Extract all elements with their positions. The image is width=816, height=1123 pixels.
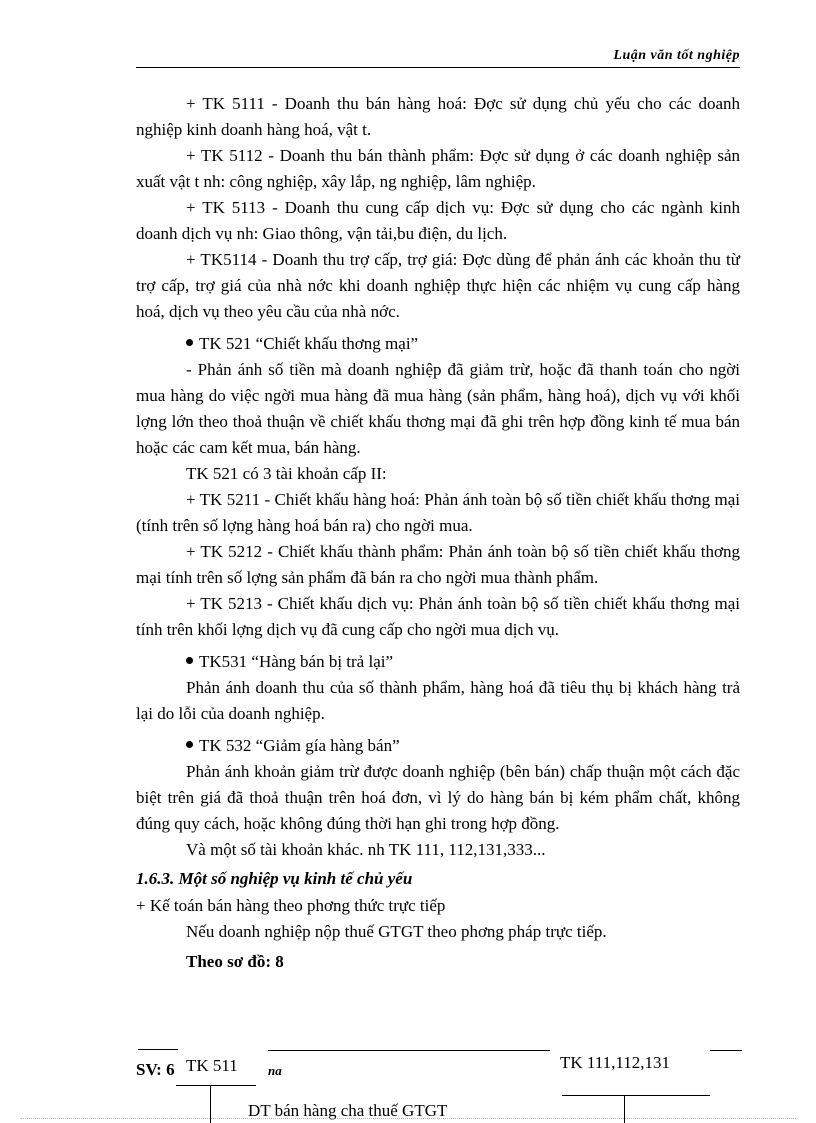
diagram-line [138,1049,178,1050]
paragraph-tk5213: + TK 5213 - Chiết khấu dịch vụ: Phản ánh toàn bộ số tiền chiết khấu thơng mại tính trên khối lợng dịch vụ đã cung cấp cho ngời mua dịch vụ. [136,594,740,639]
bullet-tk531-text: TK531 “Hàng bán bị trả lại” [199,652,394,671]
page-bottom-rule [20,1118,796,1119]
bullet-tk532-text: TK 532 “Giảm gía hàng bán” [199,736,400,755]
diagram-title: Theo sơ đồ: 8 [186,952,284,971]
diagram-tk111-label: TK 111,112,131 [560,1053,671,1072]
bullet-tk531 [136,649,740,675]
paragraph-tk5212: + TK 5212 - Chiết khấu thành phẩm: Phản ánh toàn bộ số tiền chiết khấu thơng mại tính trên số lợng sản phẩm đã bán ra cho ngời mua thành phẩm. [136,542,740,587]
paragraph-tk5114: + TK5114 - Doanh thu trợ cấp, trợ giá: Đợc dùng để phản ánh các khoản thu từ trợ cấp, trợ giá của nhà nớc khi doanh nghiệp thực hiện các nhiệm vụ cung cấp hàng hoá, dịch vụ theo yêu cầu của nhà nớc. [136,250,740,321]
section-heading: 1.6.3. Một số nghiệp vụ kinh tế chủ yếu [136,869,413,888]
bullet-tk521-text: TK 521 “Chiết khấu thơng mại” [199,334,419,353]
paragraph-tk5112: + TK 5112 - Doanh thu bán thành phẩm: Đợc sử dụng ở các doanh nghiệp sản xuất vật t nh: công nghiệp, xây lắp, ng nghiệp, lâm nghiệp. [136,146,740,191]
header-title: Luận văn tốt nghiệp [613,48,740,63]
diagram-line [268,1050,550,1051]
bullet-dot-icon [186,741,193,748]
bullet-tk532 [136,733,740,759]
diagram-revenue-label: DT bán hàng cha thuế GTGT [248,1101,448,1120]
paragraph-tk531-desc: Phản ánh doanh thu của số thành phẩm, hàng hoá đã tiêu thụ bị khách hàng trả lại do lỗi của doanh nghiệp. [136,678,740,723]
paragraph-tk5211: + TK 5211 - Chiết khấu hàng hoá: Phản ánh toàn bộ số tiền chiết khấu thơng mại (tính trên số lợng hàng hoá bán ra) cho ngời mua. [136,490,740,535]
tk511-t-account-top [176,1085,256,1086]
diagram-tk511-label: TK 511 [186,1056,238,1075]
paragraph-tk521-sub: TK 521 có 3 tài khoản cấp II: [186,464,387,483]
paragraph-other-accounts: Và một số tài khoản khác. nh TK 111, 112,131,333... [186,840,546,859]
paragraph-tk5113: + TK 5113 - Doanh thu cung cấp dịch vụ: Đợc sử dụng cho các ngành kinh doanh dịch vụ nh: Giao thông, vận tải,bu điện, du lịch. [136,198,740,243]
paragraph-tk521-desc: - Phản ánh số tiền mà doanh nghiệp đã giảm trừ, hoặc đã thanh toán cho ngời mua hàng do việc ngời mua hàng đã mua hàng (sản phẩm, hàng hoá), dịch vụ với khối lợng lớn theo thoả thuận về chiết khấu thơng mại đã ghi trên hợp đồng kinh tế mua bán hoặc các cam kết mua, bán hàng. [136,360,740,457]
header-rule [136,67,740,68]
tk511-t-account-stem [210,1086,211,1123]
tk111-t-account-stem [624,1096,625,1123]
diagram-line [710,1050,742,1051]
paragraph-tk532-desc: Phản ánh khoản giảm trừ được doanh nghiệp (bên bán) chấp thuận một cách đặc biệt trên giá đã thoả thuận trên hoá đơn, vì lý do hàng bán bị kém phẩm chất, không đúng quy cách, hoặc không đúng thời hạn ghi trong hợp đồng. [136,762,740,833]
bullet-dot-icon [186,339,193,346]
document-body [136,91,740,975]
paragraph-tk5111: + TK 5111 - Doanh thu bán hàng hoá: Đợc sử dụng chủ yếu cho các doanh nghiệp kinh doanh hàng hoá, vật t. [136,94,740,139]
bullet-dot-icon [186,657,193,664]
tk111-t-account-top [562,1095,710,1096]
paragraph-direct-vat: Nếu doanh nghiệp nộp thuế GTGT theo phơng pháp trực tiếp. [186,922,607,941]
footer-student-label: SV: 6 [136,1060,175,1079]
footer-name-fragment: na [268,1063,282,1078]
bullet-tk521 [136,331,740,357]
paragraph-direct-sales: + Kế toán bán hàng theo phơng thức trực tiếp [136,896,446,915]
